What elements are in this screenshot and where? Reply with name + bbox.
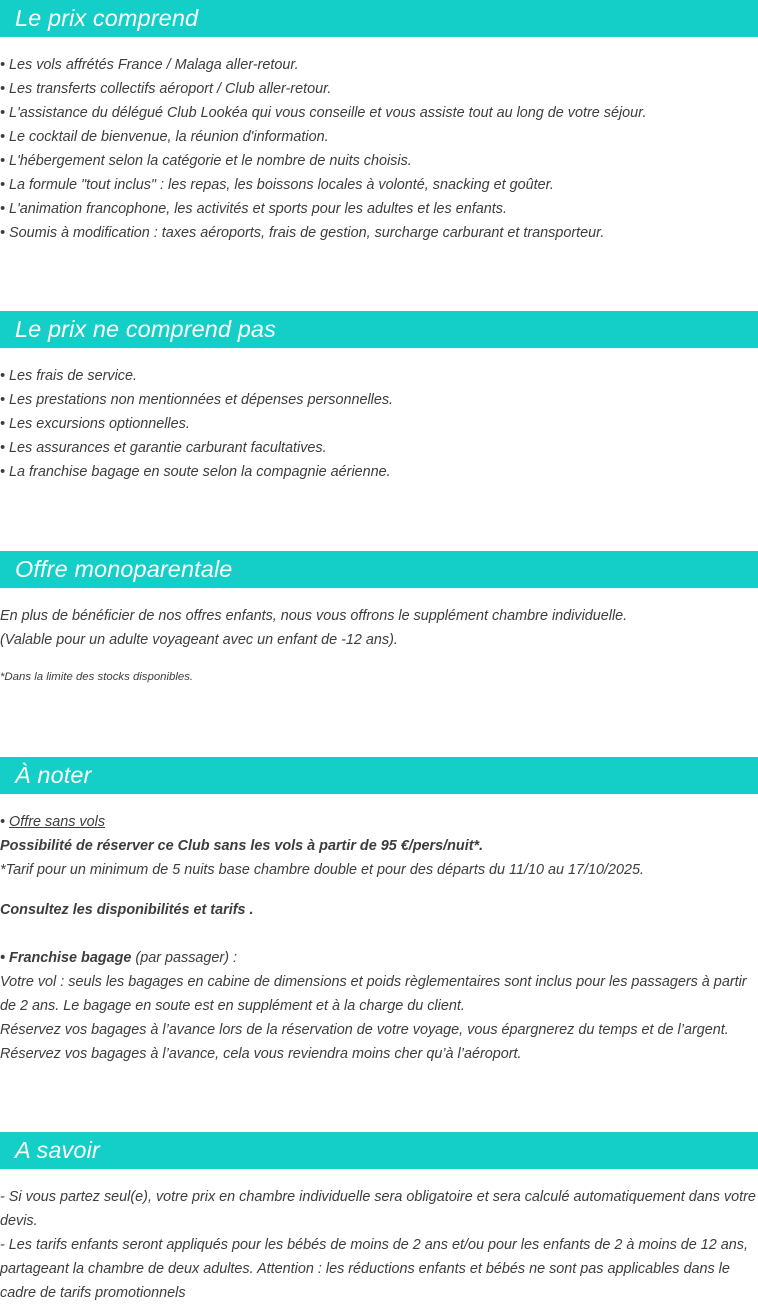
section-title-single-parent: Offre monoparentale: [0, 551, 758, 588]
baggage-heading: [0, 946, 758, 970]
list-item: • L'assistance du délégué Club Lookéa qui vous conseille et vous assiste tout au long de votre séjour.: [0, 105, 647, 121]
list-item: • La franchise bagage en soute selon la compagnie aérienne.: [0, 464, 391, 480]
section-title-good-to-know: A savoir: [0, 1132, 758, 1169]
list-item: • L'hébergement selon la catégorie et le nombre de nuits choisis.: [0, 153, 412, 169]
offer-text: Possibilité de réserver ce Club sans les vols à partir de 95 €/pers/nuit*.: [0, 838, 484, 854]
baggage-text: Votre vol : seuls les bagages en cabine de dimensions et poids règlementaires sont inclus pour les passagers à partir de 2 ans. Le bagage en soute est en supplément et à la charge du client.: [0, 974, 747, 1014]
good-to-know-body: [0, 1169, 758, 1305]
section-good-to-know: [0, 1132, 758, 1305]
baggage-advice: Réservez vos bagages à l’avance lors de la réservation de votre voyage, vous épargnerez du temps et de l’argent.: [0, 1022, 729, 1038]
not-included-list: [0, 348, 758, 500]
list-item: • Les excursions optionnelles.: [0, 416, 190, 432]
list-item: • Les vols affrétés France / Malaga aller-retour.: [0, 57, 299, 73]
section-to-note: [0, 757, 758, 1082]
baggage-suffix: (par passager) :: [131, 950, 237, 966]
bullet: •: [0, 814, 10, 830]
solo-traveler-note: - Si vous partez seul(e), votre prix en chambre individuelle sera obligatoire et sera calculé automatiquement dans votre devis.: [0, 1189, 756, 1229]
offer-title-link[interactable]: Offre sans vols: [9, 814, 106, 830]
to-note-body: [0, 794, 758, 1082]
single-parent-body: [0, 588, 758, 722]
list-item: • Le cocktail de bienvenue, la réunion d'information.: [0, 129, 329, 145]
section-included: [0, 0, 758, 260]
list-item: • Les transferts collectifs aéroport / Club aller-retour.: [0, 81, 332, 97]
availability-link[interactable]: Consultez les disponibilités et tarifs .: [0, 902, 254, 918]
single-parent-condition: (Valable pour un adulte voyageant avec un enfant de -12 ans).: [0, 632, 398, 648]
list-item: • La formule "tout inclus" : les repas, les boissons locales à volonté, snacking et goûter.: [0, 177, 554, 193]
list-item: • Les prestations non mentionnées et dépenses personnelles.: [0, 392, 394, 408]
section-title-included: Le prix comprend: [0, 0, 758, 37]
offer-heading: [0, 810, 758, 834]
bullet: •: [0, 950, 10, 966]
single-parent-text: En plus de bénéficier de nos offres enfants, nous vous offrons le supplément chambre individuelle.: [0, 608, 628, 624]
section-title-to-note: À noter: [0, 757, 758, 794]
stock-note: *Dans la limite des stocks disponibles.: [0, 671, 194, 683]
section-not-included: [0, 311, 758, 500]
included-list: [0, 37, 758, 260]
section-single-parent: [0, 551, 758, 722]
child-rates-note: - Les tarifs enfants seront appliqués pour les bébés de moins de 2 ans et/ou pour les enfants de 2 à moins de 12 ans, partageant la chambre de deux adultes. Attention : les réductions enfants et bébés ne sont pas applicables dans le cadre de tarifs promotionnels: [0, 1237, 748, 1301]
list-item: • Les assurances et garantie carburant facultatives.: [0, 440, 327, 456]
list-item: • L'animation francophone, les activités et sports pour les adultes et les enfants.: [0, 201, 507, 217]
offer-footnote: *Tarif pour un minimum de 5 nuits base chambre double et pour des départs du 11/10 au 17/10/2025.: [0, 862, 645, 878]
list-item: • Soumis à modification : taxes aéroports, frais de gestion, surcharge carburant et transporteur.: [0, 225, 605, 241]
baggage-advice-2: Réservez vos bagages à l’avance, cela vous reviendra moins cher qu’à l’aéroport.: [0, 1046, 522, 1062]
list-item: • Les frais de service.: [0, 368, 138, 384]
baggage-title: Franchise bagage: [9, 950, 132, 966]
section-title-not-included: Le prix ne comprend pas: [0, 311, 758, 348]
